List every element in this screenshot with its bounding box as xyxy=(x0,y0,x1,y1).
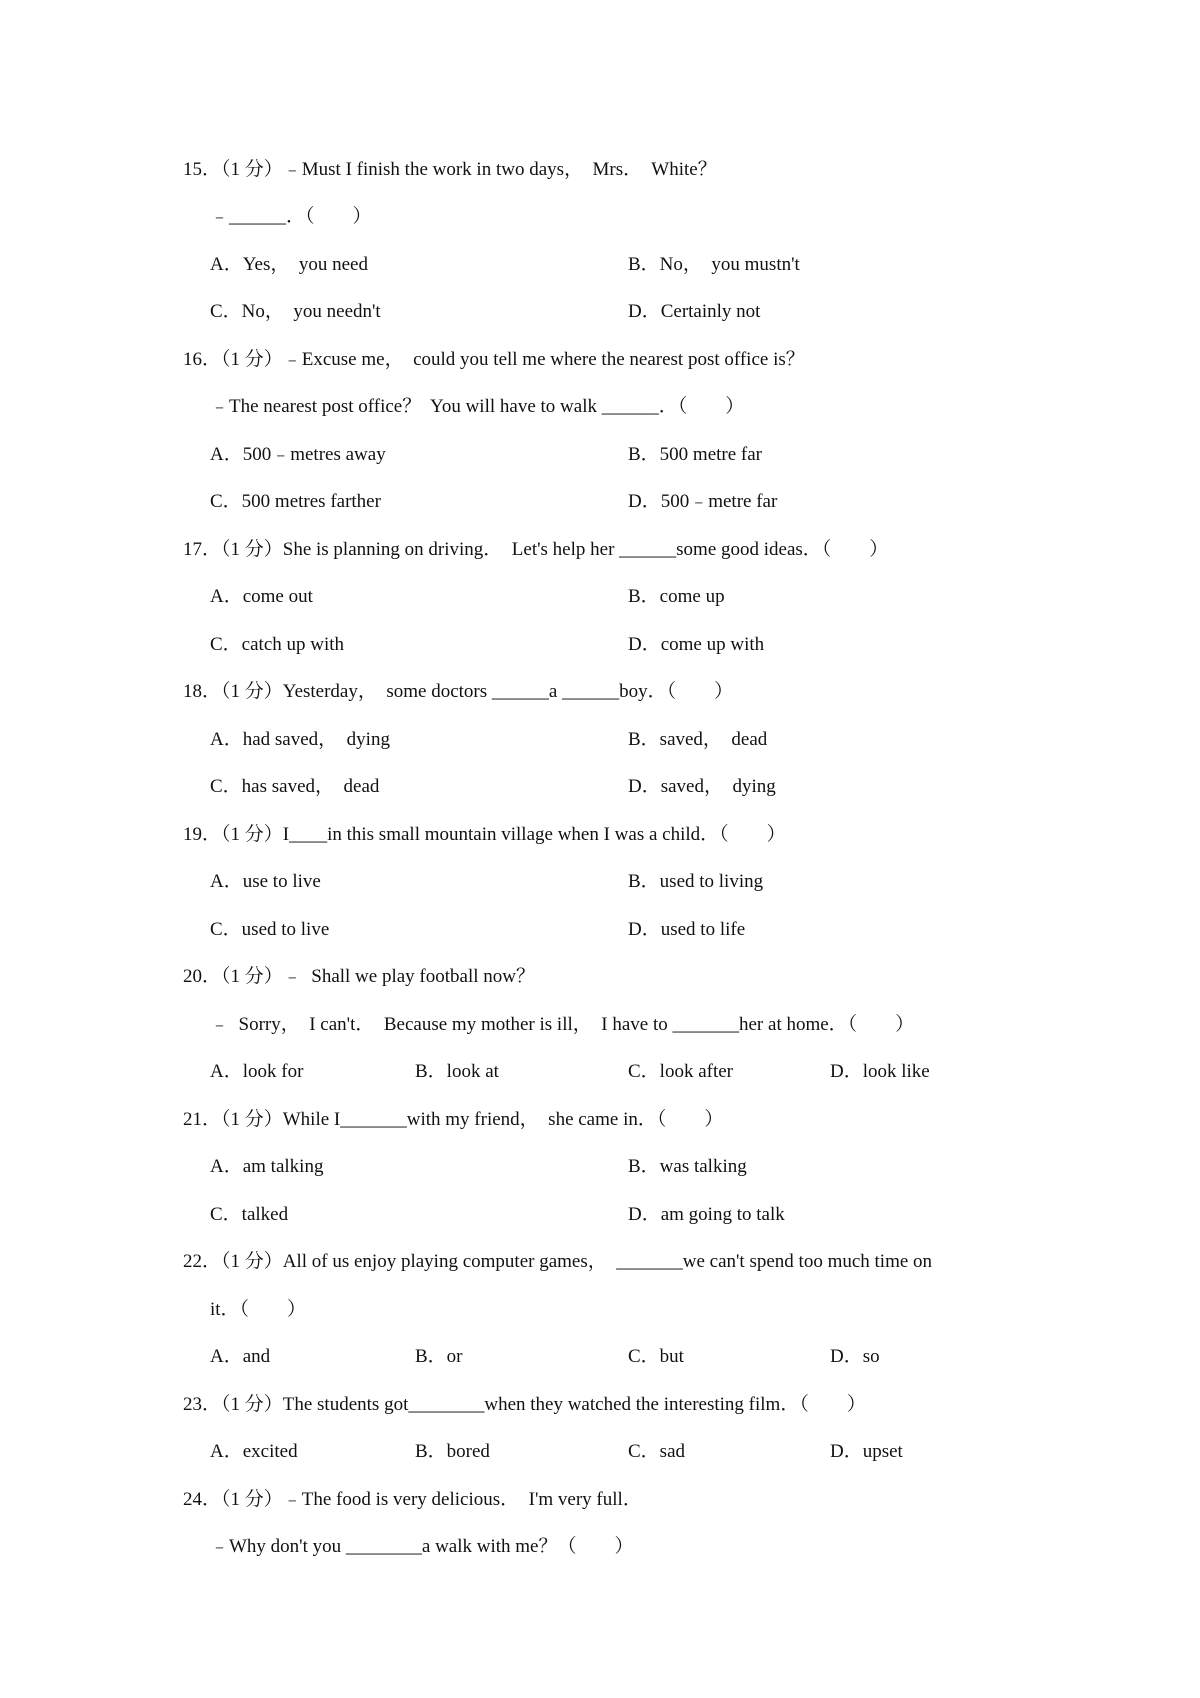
question-15-option-d: D．Certainly not xyxy=(628,301,761,322)
question-22-option-a: A．and xyxy=(210,1346,271,1367)
question-17-option-c: C．catch up with xyxy=(210,634,345,655)
question-15-option-b: B．No， you mustn't xyxy=(628,254,800,275)
question-20-option-d: D．look like xyxy=(830,1061,930,1082)
question-16-option-a: A．500﹣metres away xyxy=(210,444,386,465)
question-20-option-b: B．look at xyxy=(415,1061,499,1082)
question-21-option-d: D．am going to talk xyxy=(628,1204,785,1225)
question-17-option-d: D．come up with xyxy=(628,634,765,655)
question-20-option-a: A．look for xyxy=(210,1061,304,1082)
question-16-option-d: D．500﹣metre far xyxy=(628,491,778,512)
question-23-option-d: D．upset xyxy=(830,1441,903,1462)
question-19-option-b: B．used to living xyxy=(628,871,764,892)
question-17-option-a: A．come out xyxy=(210,586,313,607)
question-17-stem: 17．（1 分）She is planning on driving． Let's help her ______some good ideas．（ ） xyxy=(183,539,889,560)
question-21-stem: 21．（1 分）While I_______with my friend， she came in．（ ） xyxy=(183,1109,724,1130)
question-18-option-d: D．saved， dying xyxy=(628,776,776,797)
question-18-option-b: B．saved， dead xyxy=(628,729,768,750)
question-19-option-d: D．used to life xyxy=(628,919,746,940)
question-18-stem: 18．（1 分）Yesterday， some doctors ______a ______boy．（ ） xyxy=(183,681,734,702)
question-24-stem-reply: ﹣Why don't you ________a walk with me？（ ） xyxy=(210,1536,634,1557)
question-18-option-a: A．had saved， dying xyxy=(210,729,390,750)
question-19-stem: 19．（1 分）I____in this small mountain village when I was a child．（ ） xyxy=(183,824,786,845)
question-22-option-c: C．but xyxy=(628,1346,684,1367)
question-16-stem: 16．（1 分）﹣Excuse me， could you tell me where the nearest post office is？ xyxy=(183,349,805,370)
question-19-option-c: C．used to live xyxy=(210,919,330,940)
question-23-stem: 23．（1 分）The students got________when they watched the interesting film．（ ） xyxy=(183,1394,866,1415)
question-16-option-b: B．500 metre far xyxy=(628,444,763,465)
question-20-stem-reply: ﹣ Sorry， I can't． Because my mother is ill， I have to _______her at home．（ ） xyxy=(210,1014,915,1035)
question-21-option-b: B．was talking xyxy=(628,1156,747,1177)
question-21-option-a: A．am talking xyxy=(210,1156,324,1177)
question-15-option-a: A．Yes， you need xyxy=(210,254,368,275)
question-21-option-c: C．talked xyxy=(210,1204,289,1225)
question-15-stem: 15．（1 分）﹣Must I finish the work in two days， Mrs． White？ xyxy=(183,159,717,180)
question-16-stem-reply: ﹣The nearest post office？ You will have to walk ______．（ ） xyxy=(210,396,745,417)
question-24-stem: 24．（1 分）﹣The food is very delicious． I'm very full． xyxy=(183,1489,642,1510)
question-18-option-c: C．has saved， dead xyxy=(210,776,380,797)
question-23-option-b: B．bored xyxy=(415,1441,490,1462)
question-23-option-a: A．excited xyxy=(210,1441,298,1462)
question-23-option-c: C．sad xyxy=(628,1441,686,1462)
question-16-option-c: C．500 metres farther xyxy=(210,491,381,512)
question-20-option-c: C．look after xyxy=(628,1061,734,1082)
question-22-option-b: B．or xyxy=(415,1346,463,1367)
question-22-stem-continued: it．（ ） xyxy=(210,1299,307,1320)
question-22-option-d: D．so xyxy=(830,1346,880,1367)
question-17-option-b: B．come up xyxy=(628,586,725,607)
question-19-option-a: A．use to live xyxy=(210,871,321,892)
question-20-stem: 20．（1 分）﹣ Shall we play football now？ xyxy=(183,966,535,987)
question-15-stem-reply: ﹣______．（ ） xyxy=(210,206,372,227)
question-22-stem: 22．（1 分）All of us enjoy playing computer games， _______we can't spend too much time on xyxy=(183,1251,933,1272)
question-15-option-c: C．No， you needn't xyxy=(210,301,381,322)
